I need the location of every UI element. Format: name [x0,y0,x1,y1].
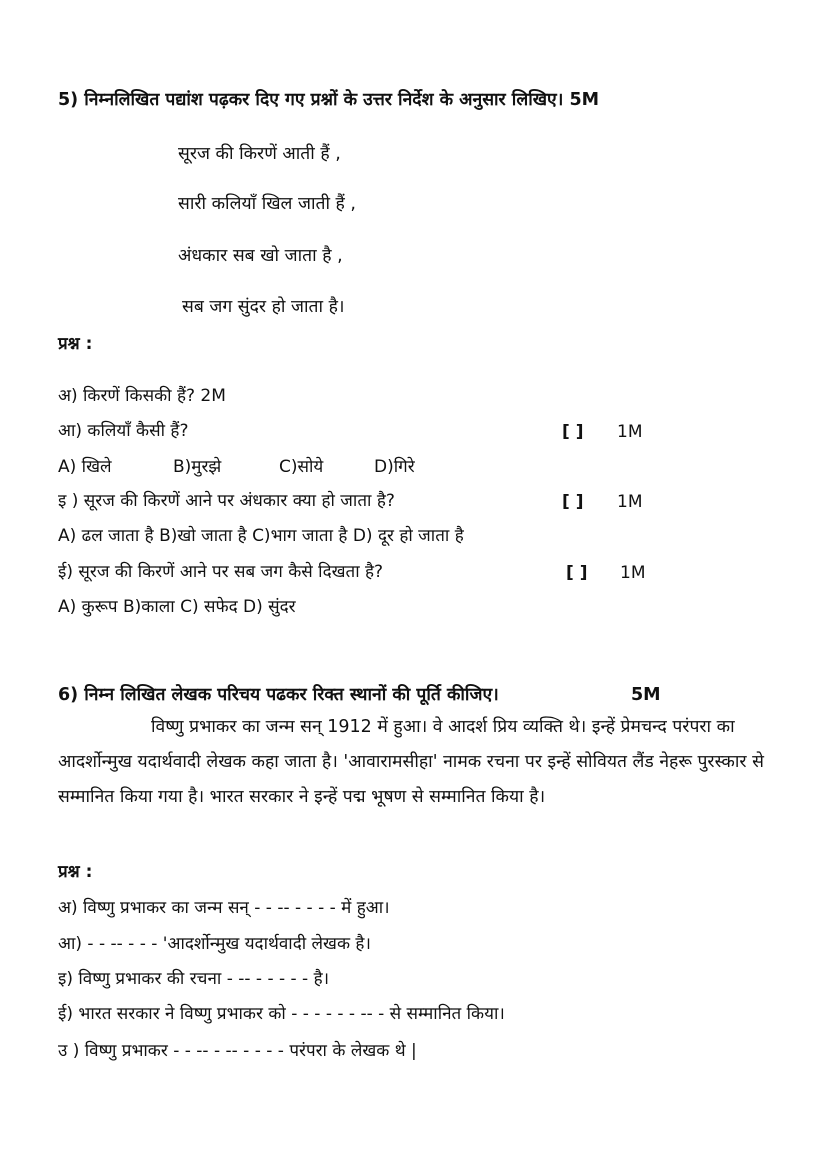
poem-line-1: सूरज की किरणें आती हैं , [178,144,341,164]
q5-prashn-label: प्रश्न : [58,334,93,354]
poem-line-4: सब जग सुंदर हो जाता है। [182,297,345,317]
q5-question-i: इ ) सूरज की किरणें आने पर अंधकार क्या हो जाता है? [58,491,395,511]
q6-heading-marks: 5M [631,685,661,705]
fill-blank-4: ई) भारत सरकार ने विष्णु प्रभाकर को - - - - - - -- - से सम्मानित किया। [58,1004,505,1024]
author-paragraph-text: विष्णु प्रभाकर का जन्म सन् 1912 में हुआ। वे आदर्श प्रिय व्यक्ति थे। इन्हें प्रेमचन्द परंपरा का आदर्शोन्मुख यदार्थवादी लेखक कहा जाता है। 'आवारामसीहा' नामक रचना पर इन्हें सोवियत लैंड नेहरू पुरस्कार से सम्मानित किया गया है। भारत सरकार ने इन्हें पद्म भूषण से सम्मानित किया है। [58,717,764,807]
marks-i: 1M [617,492,643,512]
q6-prashn-label: प्रश्न : [58,862,93,882]
q5-question-a: अ) किरणें किसकी हैं? 2M [58,386,226,406]
fill-blank-3: इ) विष्णु प्रभाकर की रचना - -- - - - - - है। [58,969,330,989]
answer-bracket-i[interactable]: [ ] [562,492,584,512]
poem-line-2: सारी कलियाँ खिल जाती हैं , [178,194,356,214]
option-aa-b: B)मुरझे [173,457,222,477]
marks-ii: 1M [620,563,646,583]
q5-options-i: A) ढल जाता है B)खो जाता है C)भाग जाता है D) दूर हो जाता है [58,526,464,546]
q5-question-ii: ई) सूरज की किरणें आने पर सब जग कैसे दिखता है? [58,562,384,582]
answer-bracket-aa[interactable]: [ ] [562,422,584,442]
q5-question-aa: आ) कलियाँ कैसी हैं? [58,421,189,441]
q5-heading: 5) निम्नलिखित पद्यांश पढ़कर दिए गए प्रश्नों के उत्तर निर्देश के अनुसार लिखिए। 5M [58,90,600,110]
fill-blank-1: अ) विष्णु प्रभाकर का जन्म सन् - - -- - - - - में हुआ। [58,898,390,918]
fill-blank-5: उ ) विष्णु प्रभाकर - - -- - -- - - - - परंपरा के लेखक थे | [58,1041,417,1061]
marks-aa: 1M [617,422,643,442]
answer-bracket-ii[interactable]: [ ] [566,563,588,583]
q6-heading: 6) निम्न लिखित लेखक परिचय पढकर रिक्त स्थानों की पूर्ति कीजिए। [58,685,499,705]
poem-line-3: अंधकार सब खो जाता है , [178,246,343,266]
option-aa-c: C)सोये [279,457,324,477]
fill-blank-2: आ) - - -- - - - 'आदर्शोन्मुख यदार्थवादी लेखक है। [58,934,371,954]
q5-options-ii: A) कुरूप B)काला C) सफेद D) सुंदर [58,597,296,617]
option-aa-d: D)गिरे [374,457,415,477]
author-paragraph [58,710,773,815]
option-aa-a: A) खिले [58,457,112,477]
